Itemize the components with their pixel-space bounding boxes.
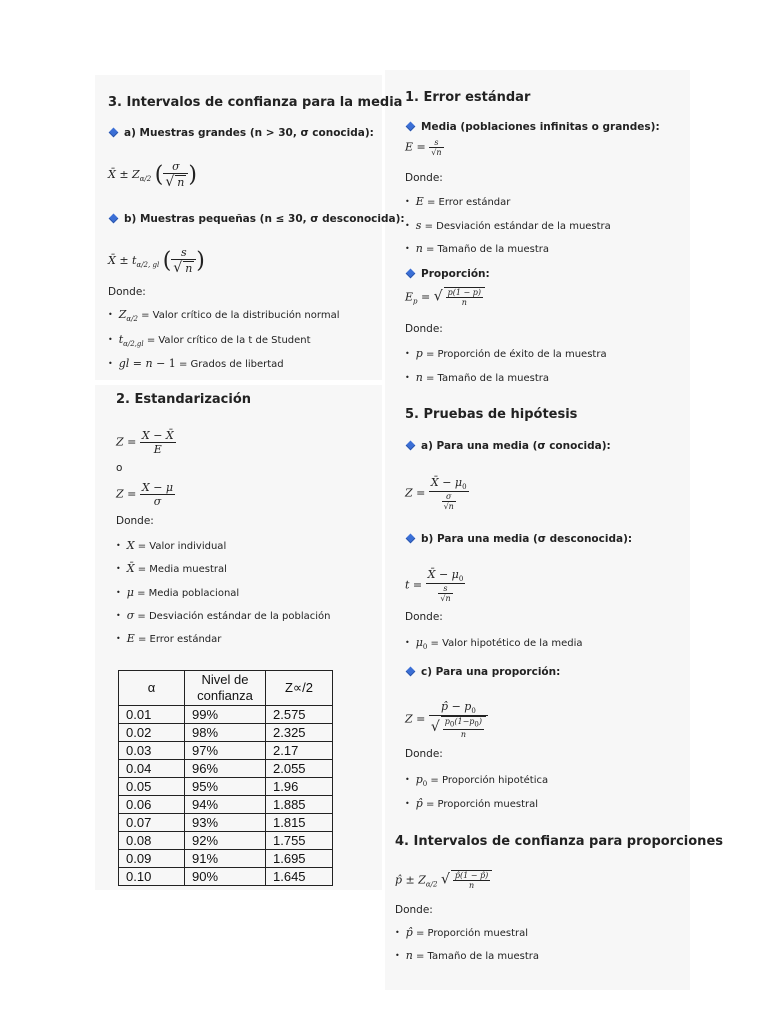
cell-z: 1.755 — [266, 832, 333, 850]
s1-item-1: • E = Error estándar — [405, 195, 511, 208]
cell-alpha: 0.04 — [119, 760, 185, 778]
cell-alpha: 0.02 — [119, 724, 185, 742]
s3-b-formula: X̄ ± $t_{\alpha/2, gl}$ ( $\frac{s}{√ n}$ ) — [108, 246, 205, 276]
cell-alpha: 0.09 — [119, 850, 185, 868]
diamond-icon — [406, 534, 416, 544]
cell-alpha: 0.05 — [119, 778, 185, 796]
s1-item-2: • s = Desviación estándar de la muestra — [405, 219, 611, 232]
s3-b-title: b) Muestras pequeñas (n ≤ 30, σ desconocida): — [108, 213, 405, 225]
s3-a-title: a) Muestras grandes (n > 30, σ conocida): — [108, 127, 374, 139]
cell-nivel: 91% — [185, 850, 266, 868]
table-row — [119, 868, 333, 886]
cell-alpha: 0.08 — [119, 832, 185, 850]
s5-b-title: b) Para una media (σ desconocida): — [405, 533, 632, 545]
cell-nivel: 95% — [185, 778, 266, 796]
s1-item-3: • n = Tamaño de la muestra — [405, 242, 550, 255]
table-row — [119, 850, 333, 868]
diamond-icon — [109, 214, 119, 224]
cell-z: 1.885 — [266, 796, 333, 814]
s2-item-4: • σ = Desviación estándar de la población — [116, 609, 331, 622]
cell-nivel: 97% — [185, 742, 266, 760]
s3-item-1: • $Z_{\alpha/2}$ = Valor crítico de la distribución normal — [108, 308, 340, 324]
s2-item-1: • X = Valor individual — [116, 539, 227, 552]
table-row — [119, 760, 333, 778]
s2-item-3: • μ = Media poblacional — [116, 586, 240, 599]
cell-alpha: 0.03 — [119, 742, 185, 760]
table-row — [119, 742, 333, 760]
s5-item2-1: • $p_0$ = Proporción hipotética — [405, 773, 549, 789]
table-row — [119, 724, 333, 742]
cell-alpha: 0.07 — [119, 814, 185, 832]
s2-item-5: • E = Error estándar — [116, 632, 222, 645]
cell-z: 1.695 — [266, 850, 333, 868]
cell-z: 2.575 — [266, 706, 333, 724]
cell-nivel: 99% — [185, 706, 266, 724]
s5-b-formula: t = $\frac{X̄ - \mu_0}{\frac{s}{√n}}$ — [405, 568, 464, 604]
s3-a-formula: X̄ ± $Z_{\alpha/2}$ ( $\frac{\sigma}{√ n}$ ) — [108, 160, 197, 190]
s1-media-formula: E = $\frac{s}{√n}$ — [405, 138, 442, 157]
s3-donde: Donde: — [108, 286, 146, 298]
s5-item-1: • $\mu_0$ = Valor hipotético de la media — [405, 636, 583, 652]
table-row — [119, 796, 333, 814]
cell-nivel: 93% — [185, 814, 266, 832]
cell-z: 2.055 — [266, 760, 333, 778]
diamond-icon — [406, 122, 416, 132]
cell-z: 1.645 — [266, 868, 333, 886]
cell-nivel: 90% — [185, 868, 266, 886]
right-panel — [385, 70, 690, 990]
diamond-icon — [109, 128, 119, 138]
cell-alpha: 0.06 — [119, 796, 185, 814]
s5-a-formula: Z = $\frac{X̄ - \mu_0}{\frac{\sigma}{√n}}$ — [405, 476, 467, 512]
cell-z: 1.815 — [266, 814, 333, 832]
s1-item2-2: • n = Tamaño de la muestra — [405, 371, 550, 384]
section-3-title: 3. Intervalos de confianza para la media — [108, 95, 403, 110]
diamond-icon — [406, 441, 416, 451]
s1-prop-title: Proporción: — [405, 268, 490, 280]
header-nivel: Nivel de confianza — [185, 671, 266, 706]
table-row — [119, 778, 333, 796]
s5-item2-2: • p̂ = Proporción muestral — [405, 797, 539, 810]
s4-item-1: • p̂ = Proporción muestral — [395, 926, 529, 939]
cell-z: 1.96 — [266, 778, 333, 796]
s3-item-3: • gl = n − 1 = Grados de libertad — [108, 357, 284, 370]
cell-nivel: 94% — [185, 796, 266, 814]
diamond-icon — [406, 269, 416, 279]
section-4-title: 4. Intervalos de confianza para proporciones — [395, 834, 723, 849]
s4-donde: Donde: — [395, 904, 433, 916]
cell-alpha: 0.01 — [119, 706, 185, 724]
s1-donde-2: Donde: — [405, 323, 443, 335]
s1-prop-formula: $E_p$ = √ $\frac{p(1 - p)}{n}$ — [405, 287, 485, 307]
s1-media-title: Media (poblaciones infinitas o grandes): — [405, 121, 660, 133]
s4-formula: p̂ ± $Z_{\alpha/2}$ √ $\frac{p̂(1 - p̂)}{n}$ — [395, 870, 492, 890]
s2-formula-1: Z = $\frac{X - X̄}{E}$ — [116, 429, 174, 456]
s2-o: o — [116, 462, 123, 474]
s2-donde: Donde: — [116, 515, 154, 527]
confidence-table — [118, 670, 333, 886]
header-alpha: α — [119, 671, 185, 706]
section-1-title: 1. Error estándar — [405, 90, 531, 105]
s2-formula-2: Z = $\frac{X - \mu}{\sigma}$ — [116, 481, 174, 508]
section-5-title: 5. Pruebas de hipótesis — [405, 407, 578, 422]
diamond-icon — [406, 667, 416, 677]
s3-item-2: • $t_{\alpha/2,gl}$ = Valor crítico de la t de Student — [108, 333, 311, 349]
cell-z: 2.325 — [266, 724, 333, 742]
table-row — [119, 706, 333, 724]
s5-a-title: a) Para una media (σ conocida): — [405, 440, 611, 452]
table-row — [119, 814, 333, 832]
s5-donde: Donde: — [405, 611, 443, 623]
cell-nivel: 96% — [185, 760, 266, 778]
s4-item-2: • n = Tamaño de la muestra — [395, 949, 540, 962]
cell-z: 2.17 — [266, 742, 333, 760]
section-2-title: 2. Estandarización — [116, 392, 252, 407]
s5-c-formula: Z = p̂ − $p_0$ √ $\frac{p_0(1-p_0)}{n}$ — [405, 700, 488, 739]
cell-nivel: 98% — [185, 724, 266, 742]
cell-nivel: 92% — [185, 832, 266, 850]
table-header-row — [119, 671, 333, 706]
s1-donde: Donde: — [405, 172, 443, 184]
s2-item-2: • X̄ = Media muestral — [116, 562, 227, 575]
s1-item2-1: • p = Proporción de éxito de la muestra — [405, 347, 607, 360]
s5-donde-2: Donde: — [405, 748, 443, 760]
cell-alpha: 0.10 — [119, 868, 185, 886]
s5-c-title: c) Para una proporción: — [405, 666, 560, 678]
table-row — [119, 832, 333, 850]
header-z: Z∝/2 — [266, 671, 333, 706]
